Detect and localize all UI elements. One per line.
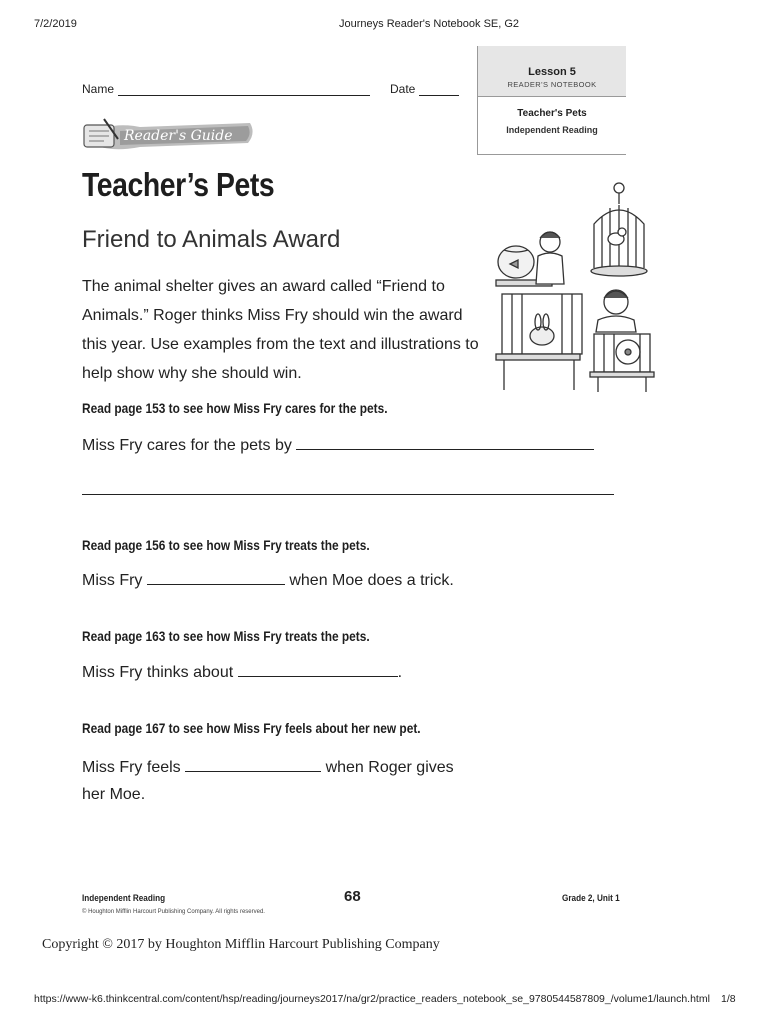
answer-text: Miss Fry cares for the pets by — [82, 437, 292, 454]
page-subtitle: Friend to Animals Award — [82, 226, 341, 253]
answer-text: Miss Fry feels — [82, 759, 181, 776]
lesson-mode: Independent Reading — [506, 125, 598, 135]
date-label: Date — [390, 82, 416, 96]
rabbit-cage-icon — [502, 294, 582, 354]
notebook-label: READER'S NOTEBOOK — [507, 80, 597, 89]
answer-text: Miss Fry thinks about — [82, 664, 234, 681]
answer-blank[interactable] — [147, 583, 285, 585]
copyright-notice: Copyright © 2017 by Houghton Mifflin Harcourt Publishing Company — [42, 937, 440, 952]
boy-icon — [536, 232, 564, 284]
pets-illustration — [494, 176, 664, 394]
answer-row — [82, 482, 614, 500]
date-field[interactable] — [390, 82, 459, 96]
question-prompt: Read page 156 to see how Miss Fry treats the pets. — [82, 537, 370, 553]
name-line[interactable] — [118, 84, 370, 96]
lesson-box — [477, 46, 626, 155]
birdcage-icon — [591, 183, 647, 276]
answer-row — [82, 759, 454, 777]
name-label: Name — [82, 82, 115, 96]
question-prompt: Read page 153 to see how Miss Fry cares for the pets. — [82, 400, 388, 416]
name-field[interactable] — [82, 82, 370, 96]
page-number: 68 — [344, 888, 361, 905]
badge-text: Reader's Guide — [124, 128, 233, 144]
answer-blank[interactable] — [238, 675, 398, 677]
lesson-book-title: Teacher's Pets — [517, 108, 587, 119]
print-document-title: Journeys Reader's Notebook SE, G2 — [339, 18, 520, 30]
answer-row — [82, 664, 402, 682]
answer-blank[interactable] — [296, 448, 594, 450]
question-prompt: Read page 163 to see how Miss Fry treats the pets. — [82, 628, 370, 644]
answer-text: when Roger gives — [325, 759, 454, 776]
print-url: https://www-k6.thinkcentral.com/content/hsp/reading/journeys2017/na/gr2/practice_readers_notebook_se_9780544587809_/volume1/launch.html — [34, 993, 710, 1005]
scroll-icon — [84, 119, 118, 147]
date-line[interactable] — [419, 84, 459, 96]
footer-grade: Grade 2, Unit 1 — [562, 893, 620, 904]
rights-notice: © Houghton Mifflin Harcourt Publishing Company. All rights reserved. — [82, 909, 265, 915]
answer-row — [82, 572, 454, 590]
question-prompt: Read page 167 to see how Miss Fry feels about her new pet. — [82, 720, 421, 736]
lesson-number: Lesson 5 — [528, 66, 576, 78]
print-date: 7/2/2019 — [34, 18, 77, 30]
footer-section: Independent Reading — [82, 893, 166, 904]
answer-blank[interactable] — [82, 493, 614, 495]
page-title: Teacher’s Pets — [82, 166, 275, 203]
fishbowl-icon — [498, 246, 534, 278]
lesson-header — [478, 46, 626, 97]
boy-icon — [596, 290, 636, 332]
hamster-cage-icon — [594, 334, 650, 372]
answer-text: . — [397, 664, 403, 681]
answer-blank[interactable] — [185, 770, 321, 772]
readers-guide-badge — [80, 113, 262, 155]
print-page-count: 1/8 — [721, 993, 736, 1005]
intro-paragraph: The animal shelter gives an award called “Friend to Animals.” Roger thinks Miss Fry should win the award this year. Use examples from the text and illustrations to help show why she should win. — [82, 278, 479, 382]
answer-row — [82, 437, 594, 455]
answer-text: her Moe. — [82, 786, 146, 803]
answer-text: when Moe does a trick. — [289, 572, 454, 589]
answer-text: Miss Fry — [82, 572, 143, 589]
